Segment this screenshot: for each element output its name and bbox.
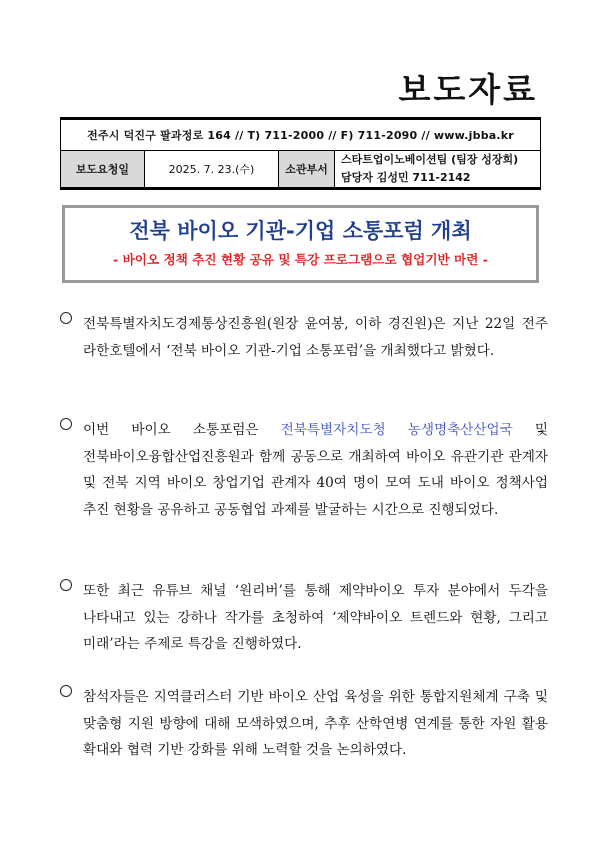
contact-line: 전주시 덕진구 팔과정로 164 // T) 711-2000 // F) 711-2090 // www.jbba.kr [61,119,541,151]
paragraph-text: 전북특별자치도경제통상진흥원(원장 윤여봉, 이하 경진원)은 지난 22일 전주 라한호텔에서 ‘전북 바이오 기관-기업 소통포럼’을 개최했다고 밝혔다. [83,316,548,359]
doc-type-title: 보도자료 [398,70,538,109]
highlighted-org: 전북특별자치도청 농생명축산산업국 [280,422,513,438]
contact-row [61,119,541,151]
paragraph-text: 참석자들은 지역클러스터 기반 바이오 산업 육성을 위한 통합지원체계 구축 및 맞춤형 지원 방향에 대해 모색하였으며, 추후 산학연병 연계를 통한 자원 활용 확대와 협력 기반 강화를 위해 노력할 것을 논의하였다. [83,689,548,758]
request-date: 2025. 7. 23.(수) [145,151,279,189]
dept-label: 소관부서 [279,151,335,189]
paragraph-2 [60,417,548,523]
headline-box [62,205,539,283]
dept-cell [335,151,541,189]
paragraph-text [83,417,548,523]
headline-title: 전북 바이오 기관-기업 소통포럼 개최 [129,219,472,243]
paragraph-text-end: 및 전북바이오융합산업진흥원과 함께 공동으로 개최하여 바이오 유관기관 관계자 및 전북 지역 바이오 창업기업 관계자 40여 명이 모여 도내 바이오 정책사업 추진 현황을 공유하고 공동협업 과제를 발굴하는 시간으로 진행되었다. [83,422,548,518]
paragraph-3 [60,578,548,658]
circle-bullet-icon [60,685,72,697]
press-info-table [60,117,541,190]
circle-bullet-icon [60,418,72,430]
circle-bullet-icon [60,579,72,591]
paragraph-text-start: 이번 바이오 소통포럼은 [83,422,281,438]
headline-subtitle: - 바이오 정책 추진 현황 공유 및 특강 프로그램으로 협업기반 마련 - [113,252,488,267]
paragraph-text: 또한 최근 유튜브 채널 ‘원리버’를 통해 제약바이오 투자 분야에서 두각을 나타내고 있는 강하나 작가를 초청하여 ‘제약바이오 트렌드와 현황, 그리고 미래’라는 주제로 특강을 진행하였다. [83,583,548,652]
paragraph-4 [60,684,548,764]
dept-name: 스타트업이노베이션팀 (팀장 성장희) [341,153,519,166]
request-date-label: 보도요청일 [61,151,145,189]
meta-row [61,151,541,189]
contact-person: 담당자 김성민 711-2142 [341,171,471,184]
paragraph-1 [60,311,548,364]
circle-bullet-icon [60,312,72,324]
